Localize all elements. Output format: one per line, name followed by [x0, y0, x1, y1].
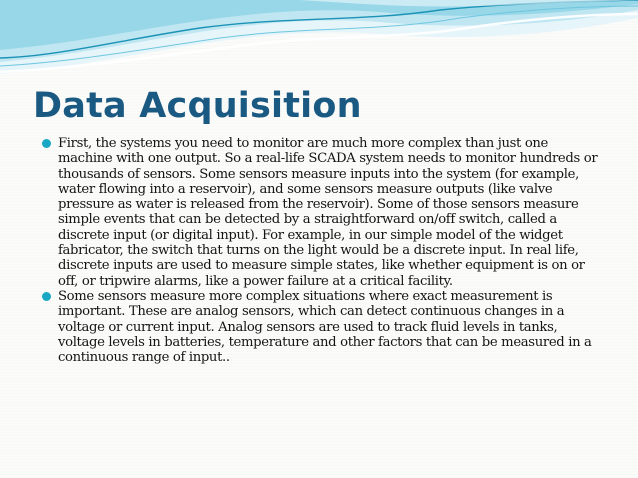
bullet-list [44, 136, 600, 365]
bullet-item [44, 136, 600, 289]
bullet-text: Some sensors measure more complex situations where exact measurement is important. These are analog sensors, which can detect continuous changes in a voltage or current input. Analog sensors are used to track fluid levels in tanks, voltage levels in batteries, temperature and other factors that can be measured in a continuous range of input.. [58, 288, 592, 366]
bullet-text: First, the systems you need to monitor are much more complex than just one machine with one output. So a real-life SCADA system needs to monitor hundreds or thousands of sensors. Some sensors measure inputs into the system (for example, water flowing into a reservoir), and some sensors measure outputs (like valve pressure as water is released from the reservoir). Some of those sensors measure simple events that can be detected by a straightforward on/off switch, called a discrete input (or digital input). For example, in our simple model of the widget fabricator, the switch that turns on the light would be a discrete input. In real life, discrete inputs are used to measure simple states, like whether equipment is on or off, or tripwire alarms, like a power failure at a critical facility. [58, 136, 598, 289]
bullet-item [44, 289, 600, 365]
slide-title: Data Acquisition [33, 86, 362, 126]
bullet-dot-icon [42, 139, 51, 148]
bullet-dot-icon [42, 292, 51, 301]
